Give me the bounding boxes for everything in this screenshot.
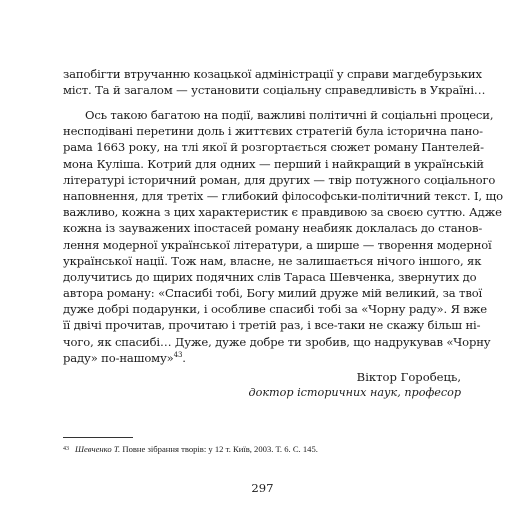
text-line: автора роману: «Спасибі тобі, Богу милий друже мій великий, за твої bbox=[63, 286, 483, 301]
text-line: важливо, кожна з цих характеристик є правдивою за своєю суттю. Адже bbox=[63, 205, 502, 220]
text-line: літературі історичний роман, для других — твір потужного соціального bbox=[63, 172, 496, 187]
text-line: української нації. Тож нам, власне, не залишається нічого іншого, як bbox=[63, 253, 482, 268]
text-line: міст. Та й загалом — установити соціальну справедливість в Україні… bbox=[63, 83, 486, 98]
text-line: дуже добрі подарунки, і особливе спасибі тобі за «Чорну раду». Я вже bbox=[63, 302, 487, 317]
footnote-reference[interactable]: 43 bbox=[173, 350, 183, 359]
footnote-divider bbox=[63, 437, 133, 438]
author-title: доктор історичних наук, професор bbox=[248, 386, 461, 399]
page-number: 297 bbox=[251, 481, 274, 495]
footnote-number: 43 bbox=[63, 446, 69, 452]
footnote-author: Шевченко Т. bbox=[75, 444, 121, 454]
paragraph-continuation bbox=[63, 66, 486, 98]
footnote bbox=[63, 443, 318, 455]
text-line: чого, як спасибі… Дуже, дуже добре ти зробив, що надрукував «Чорну bbox=[63, 334, 491, 349]
text-line: її двічі прочитав, прочитаю і третій раз, і все-таки не скажу більш ні- bbox=[63, 318, 481, 333]
text-line: рама 1663 року, на тлі якої й розгортається сюжет роману Пантелей- bbox=[63, 140, 484, 155]
text-line: Ось такою багатою на події, важливі політичні й соціальні процеси, bbox=[85, 108, 494, 122]
text-line: кожна із зауважених іпостасей роману неабияк доклалась до станов- bbox=[63, 221, 483, 236]
author-name: Віктор Горобець, bbox=[356, 370, 461, 384]
footnote-text: Повне зібрання творів: у 12 т. Київ, 2003. Т. 6. С. 145. bbox=[122, 444, 318, 454]
text-line-final: раду» по-нашому»$^{43}$. bbox=[63, 350, 186, 365]
text-line: запобігти втручанню козацької адміністрації у справи магдебурзьких bbox=[63, 67, 482, 81]
text-line-content: раду» по-нашому» bbox=[63, 350, 174, 365]
text-line: лення модерної української літератури, а ширше — творення модерної bbox=[63, 237, 492, 252]
text-line: мона Куліша. Котрий для одних — перший і найкращий в українській bbox=[63, 156, 484, 171]
text-line: наповнення, для третіх — глибокий філософськи-політичний текст. І, що bbox=[63, 188, 503, 203]
paragraph-main bbox=[63, 107, 503, 366]
text-line: долучитись до щирих подячних слів Тараса Шевченка, звернутих до bbox=[63, 269, 477, 284]
text-line: несподівані перетини доль і життєвих стратегій була історична пано- bbox=[63, 124, 483, 139]
